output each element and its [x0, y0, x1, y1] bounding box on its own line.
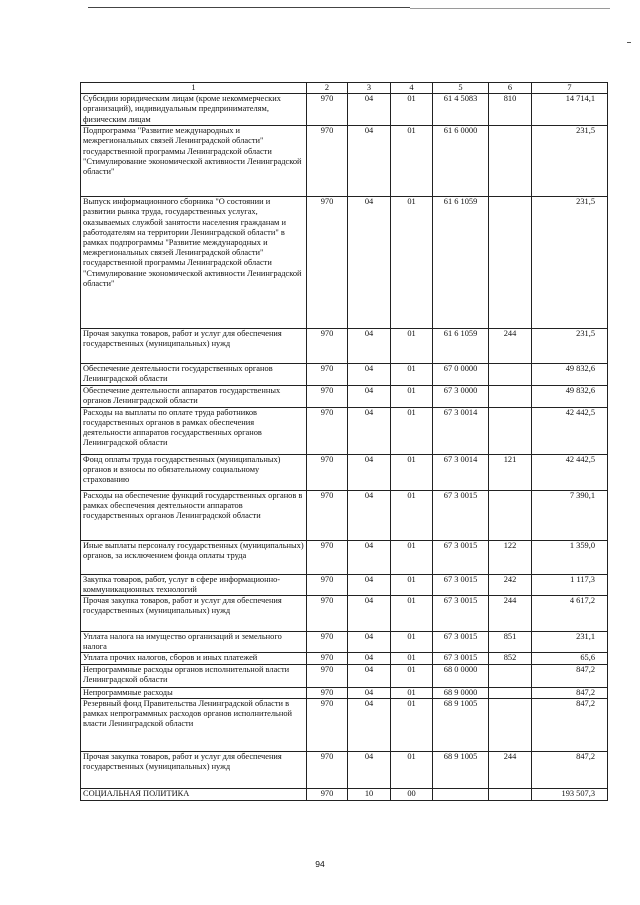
- cell-ved: 970: [307, 596, 348, 632]
- cell-rz: 04: [348, 364, 391, 386]
- table-row: [81, 364, 608, 386]
- header-cell: 3: [348, 83, 391, 94]
- table-row: [81, 197, 608, 329]
- cell-csr: 68 9 1005: [433, 698, 489, 751]
- cell-ved: 970: [307, 751, 348, 788]
- cell-ved: 970: [307, 664, 348, 687]
- cell-ved: 970: [307, 126, 348, 197]
- cell-ved: 970: [307, 687, 348, 698]
- cell-vr: 810: [489, 94, 532, 126]
- cell-rz: 10: [348, 788, 391, 800]
- cell-ved: 970: [307, 454, 348, 490]
- cell-ved: 970: [307, 94, 348, 126]
- header-cell: 6: [489, 83, 532, 94]
- cell-csr: 68 9 0000: [433, 687, 489, 698]
- cell-rz: 04: [348, 197, 391, 329]
- cell-csr: 67 3 0015: [433, 632, 489, 653]
- header-row: [81, 83, 608, 94]
- header-cell: 7: [532, 83, 608, 94]
- cell-vr: 122: [489, 540, 532, 574]
- top-rule: [88, 7, 410, 8]
- cell-pr: 01: [391, 540, 433, 574]
- table-row: [81, 698, 608, 751]
- cell-sum: 7 390,1: [532, 490, 608, 540]
- table-row: [81, 596, 608, 632]
- cell-ved: 970: [307, 386, 348, 407]
- table-row: [81, 94, 608, 126]
- cell-sum: 847,2: [532, 664, 608, 687]
- cell-name: Резервный фонд Правительства Ленинградской области в рамках непрограммных расходов органов исполнительной власти Ленинградской области: [81, 698, 307, 751]
- cell-rz: 04: [348, 540, 391, 574]
- cell-vr: [489, 364, 532, 386]
- cell-pr: 01: [391, 632, 433, 653]
- cell-vr: 244: [489, 596, 532, 632]
- cell-vr: [489, 386, 532, 407]
- top-rule-faint: [410, 8, 610, 9]
- cell-vr: [489, 664, 532, 687]
- cell-vr: [489, 126, 532, 197]
- cell-rz: 04: [348, 596, 391, 632]
- header-cell: 5: [433, 83, 489, 94]
- cell-csr: 67 3 0015: [433, 596, 489, 632]
- cell-name: Прочая закупка товаров, работ и услуг для обеспечения государственных (муниципальных) нужд: [81, 596, 307, 632]
- cell-name: Обеспечение деятельности государственных органов Ленинградской области: [81, 364, 307, 386]
- cell-rz: 04: [348, 454, 391, 490]
- cell-name: Обеспечение деятельности аппаратов государственных органов Ленинградской области: [81, 386, 307, 407]
- cell-pr: 01: [391, 664, 433, 687]
- cell-ved: 970: [307, 490, 348, 540]
- table-row: [81, 386, 608, 407]
- cell-rz: 04: [348, 126, 391, 197]
- cell-rz: 04: [348, 386, 391, 407]
- cell-csr: 67 3 0000: [433, 386, 489, 407]
- table-row: [81, 407, 608, 454]
- cell-csr: 67 3 0015: [433, 540, 489, 574]
- cell-sum: 193 507,3: [532, 788, 608, 800]
- cell-sum: 49 832,6: [532, 364, 608, 386]
- cell-csr: 68 9 1005: [433, 751, 489, 788]
- cell-pr: 01: [391, 197, 433, 329]
- cell-pr: 01: [391, 687, 433, 698]
- cell-rz: 04: [348, 407, 391, 454]
- table-row: [81, 574, 608, 595]
- table-row: [81, 751, 608, 788]
- cell-name: Расходы на обеспечение функций государственных органов в рамках обеспечения деятельности аппаратов государственных органов Ленинградской области: [81, 490, 307, 540]
- cell-sum: 65,6: [532, 653, 608, 664]
- table-row: [81, 687, 608, 698]
- cell-ved: 970: [307, 197, 348, 329]
- cell-ved: 970: [307, 364, 348, 386]
- cell-pr: 01: [391, 364, 433, 386]
- cell-csr: 61 4 5083: [433, 94, 489, 126]
- table-row: [81, 653, 608, 664]
- cell-name: Подпрограмма "Развитие международных и межрегиональных связей Ленинградской области" государственной программы Ленинградской области "Стимулирование экономической активности Ленинградской области": [81, 126, 307, 197]
- cell-name: Иные выплаты персоналу государственных (муниципальных) органов, за исключением фонда оплаты труда: [81, 540, 307, 574]
- cell-csr: 67 3 0015: [433, 574, 489, 595]
- cell-sum: 847,2: [532, 751, 608, 788]
- table-row: [81, 788, 608, 800]
- cell-csr: 67 3 0015: [433, 490, 489, 540]
- cell-sum: 847,2: [532, 698, 608, 751]
- cell-name: Выпуск информационного сборника "О состоянии и развитии рынка труда, государственных услугах, оказываемых службой занятости населения гражданам и работодателям на территории Ленинградской области" в рамках подпрограммы "Развитие международных и межрегиональных связей Ленинградской области" государственной программы Ленинградской области "Стимулирование экономической активности Ленинградской области": [81, 197, 307, 329]
- cell-csr: 67 3 0014: [433, 454, 489, 490]
- cell-pr: 00: [391, 788, 433, 800]
- cell-sum: 231,5: [532, 126, 608, 197]
- cell-sum: 1 117,3: [532, 574, 608, 595]
- cell-pr: 01: [391, 698, 433, 751]
- cell-pr: 01: [391, 329, 433, 364]
- cell-vr: 244: [489, 329, 532, 364]
- table-row: [81, 454, 608, 490]
- cell-rz: 04: [348, 490, 391, 540]
- cell-vr: 244: [489, 751, 532, 788]
- cell-sum: 231,1: [532, 632, 608, 653]
- cell-csr: 67 3 0015: [433, 653, 489, 664]
- table-row: [81, 126, 608, 197]
- cell-pr: 01: [391, 490, 433, 540]
- cell-ved: 970: [307, 574, 348, 595]
- cell-csr: 67 3 0014: [433, 407, 489, 454]
- cell-sum: 231,5: [532, 197, 608, 329]
- cell-name: Расходы на выплаты по оплате труда работников государственных органов в рамках обеспечения деятельности аппаратов государственных органов Ленинградской области: [81, 407, 307, 454]
- cell-name: Непрограммные расходы органов исполнительной власти Ленинградской области: [81, 664, 307, 687]
- cell-ved: 970: [307, 632, 348, 653]
- cell-rz: 04: [348, 329, 391, 364]
- cell-vr: [489, 197, 532, 329]
- cell-name: Непрограммные расходы: [81, 687, 307, 698]
- scan-mark: [627, 42, 631, 43]
- table-row: [81, 329, 608, 364]
- cell-rz: 04: [348, 751, 391, 788]
- cell-csr: 61 6 0000: [433, 126, 489, 197]
- cell-pr: 01: [391, 653, 433, 664]
- cell-sum: 4 617,2: [532, 596, 608, 632]
- cell-ved: 970: [307, 540, 348, 574]
- cell-name: Субсидии юридическим лицам (кроме некоммерческих организаций), индивидуальным предпринимателям, физическим лицам: [81, 94, 307, 126]
- cell-csr: [433, 788, 489, 800]
- cell-csr: 61 6 1059: [433, 329, 489, 364]
- cell-vr: [489, 687, 532, 698]
- cell-sum: 231,5: [532, 329, 608, 364]
- page-number: 94: [315, 859, 325, 869]
- cell-rz: 04: [348, 94, 391, 126]
- cell-name: Фонд оплаты труда государственных (муниципальных) органов и взносы по обязательному социальному страхованию: [81, 454, 307, 490]
- cell-rz: 04: [348, 574, 391, 595]
- table-row: [81, 632, 608, 653]
- cell-name: Прочая закупка товаров, работ и услуг для обеспечения государственных (муниципальных) нужд: [81, 329, 307, 364]
- cell-rz: 04: [348, 698, 391, 751]
- table-row: [81, 490, 608, 540]
- cell-name: Уплата налога на имущество организаций и земельного налога: [81, 632, 307, 653]
- cell-sum: 49 832,6: [532, 386, 608, 407]
- table-row: [81, 664, 608, 687]
- cell-vr: 121: [489, 454, 532, 490]
- cell-csr: 61 6 1059: [433, 197, 489, 329]
- cell-rz: 04: [348, 653, 391, 664]
- cell-pr: 01: [391, 407, 433, 454]
- header-cell: 2: [307, 83, 348, 94]
- cell-sum: 847,2: [532, 687, 608, 698]
- cell-ved: 970: [307, 698, 348, 751]
- cell-name: Прочая закупка товаров, работ и услуг для обеспечения государственных (муниципальных) нужд: [81, 751, 307, 788]
- cell-sum: 42 442,5: [532, 454, 608, 490]
- cell-name: Закупка товаров, работ, услуг в сфере информационно-коммуникационных технологий: [81, 574, 307, 595]
- cell-vr: 242: [489, 574, 532, 595]
- cell-pr: 01: [391, 751, 433, 788]
- header-cell: 4: [391, 83, 433, 94]
- cell-rz: 04: [348, 632, 391, 653]
- cell-vr: 852: [489, 653, 532, 664]
- cell-pr: 01: [391, 126, 433, 197]
- cell-pr: 01: [391, 386, 433, 407]
- table-row: [81, 540, 608, 574]
- cell-csr: 68 0 0000: [433, 664, 489, 687]
- cell-ved: 970: [307, 407, 348, 454]
- cell-ved: 970: [307, 329, 348, 364]
- cell-name: СОЦИАЛЬНАЯ ПОЛИТИКА: [81, 788, 307, 800]
- cell-vr: [489, 490, 532, 540]
- cell-csr: 67 0 0000: [433, 364, 489, 386]
- cell-ved: 970: [307, 788, 348, 800]
- cell-vr: [489, 698, 532, 751]
- header-cell: 1: [81, 83, 307, 94]
- cell-rz: 04: [348, 687, 391, 698]
- cell-sum: 14 714,1: [532, 94, 608, 126]
- cell-vr: 851: [489, 632, 532, 653]
- cell-pr: 01: [391, 454, 433, 490]
- cell-pr: 01: [391, 596, 433, 632]
- cell-name: Уплата прочих налогов, сборов и иных платежей: [81, 653, 307, 664]
- budget-table: [80, 82, 608, 801]
- cell-sum: 1 359,0: [532, 540, 608, 574]
- cell-ved: 970: [307, 653, 348, 664]
- cell-pr: 01: [391, 94, 433, 126]
- cell-pr: 01: [391, 574, 433, 595]
- cell-sum: 42 442,5: [532, 407, 608, 454]
- cell-vr: [489, 407, 532, 454]
- cell-vr: [489, 788, 532, 800]
- cell-rz: 04: [348, 664, 391, 687]
